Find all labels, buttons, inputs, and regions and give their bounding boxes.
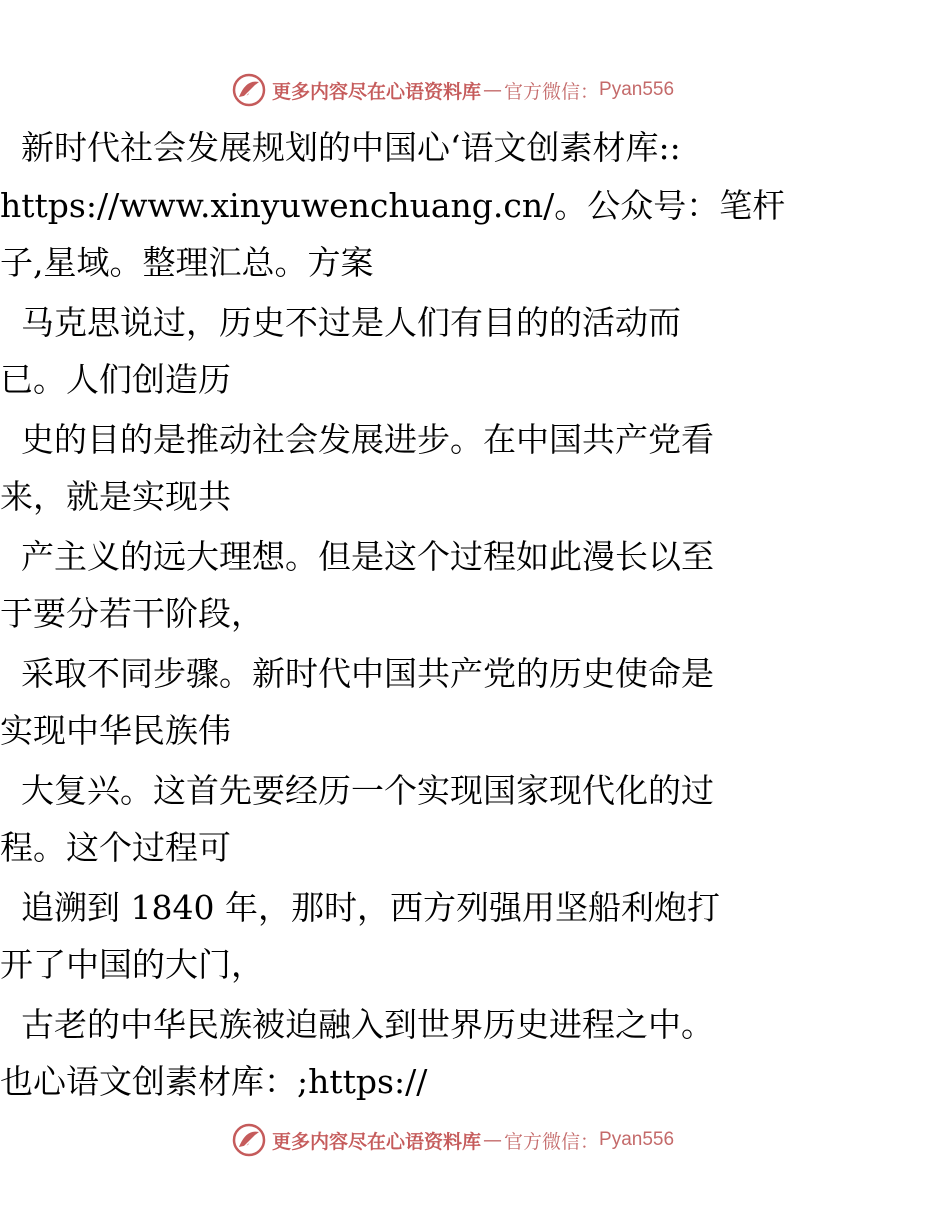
text-line: 开了中国的大门，: [0, 945, 264, 984]
text-line: 子,星域。整理汇总。方案: [0, 243, 374, 282]
footer-dash: —: [483, 1129, 503, 1151]
text-line: 马克思说过，历史不过是人们有目的的活动而: [0, 303, 681, 342]
text-line: 新时代社会发展规划的中国心‘语文创素材库::: [0, 128, 681, 167]
text-line: 史的目的是推动社会发展进步。在中国共产党看: [0, 420, 714, 459]
text-line: 程。这个过程可: [0, 828, 231, 867]
text-line: 实现中华民族伟: [0, 711, 231, 750]
footer-brand-text: 更多内容尽在心语资料库: [272, 1130, 482, 1153]
text-line: 已。人们创造历: [0, 360, 231, 399]
footer-wechat-label: 官方微信：: [504, 1130, 600, 1153]
text-line: 产主义的远大理想。但是这个过程如此漫长以至: [0, 537, 714, 576]
text-line: 也心语文创素材库：;https://: [0, 1062, 428, 1101]
text-line: 古老的中华民族被迫融入到世界历史进程之中。: [0, 1005, 714, 1044]
text-line: 来，就是实现共: [0, 477, 231, 516]
footer-wechat-id: Pyan556: [599, 1129, 675, 1150]
text-line: 大复兴。这首先要经历一个实现国家现代化的过: [0, 771, 714, 810]
text-line: 于要分若干阶段，: [0, 594, 264, 633]
text-line: 追溯到 1840 年，那时，西方列强用坚船利炮打: [0, 888, 720, 927]
text-line: https://www.xinyuwenchuang.cn/。公众号：笔杆: [0, 186, 786, 225]
pen-logo-icon: [232, 1123, 266, 1157]
header-wechat-id: Pyan556: [599, 79, 675, 100]
header-dash: —: [483, 79, 503, 101]
footer-watermark: [232, 1120, 712, 1160]
text-line: 采取不同步骤。新时代中国共产党的历史使命是: [0, 654, 714, 693]
header-watermark: [232, 70, 712, 110]
header-wechat-label: 官方微信：: [504, 80, 600, 103]
header-brand-text: 更多内容尽在心语资料库: [272, 80, 482, 103]
pen-logo-icon: [232, 73, 266, 107]
